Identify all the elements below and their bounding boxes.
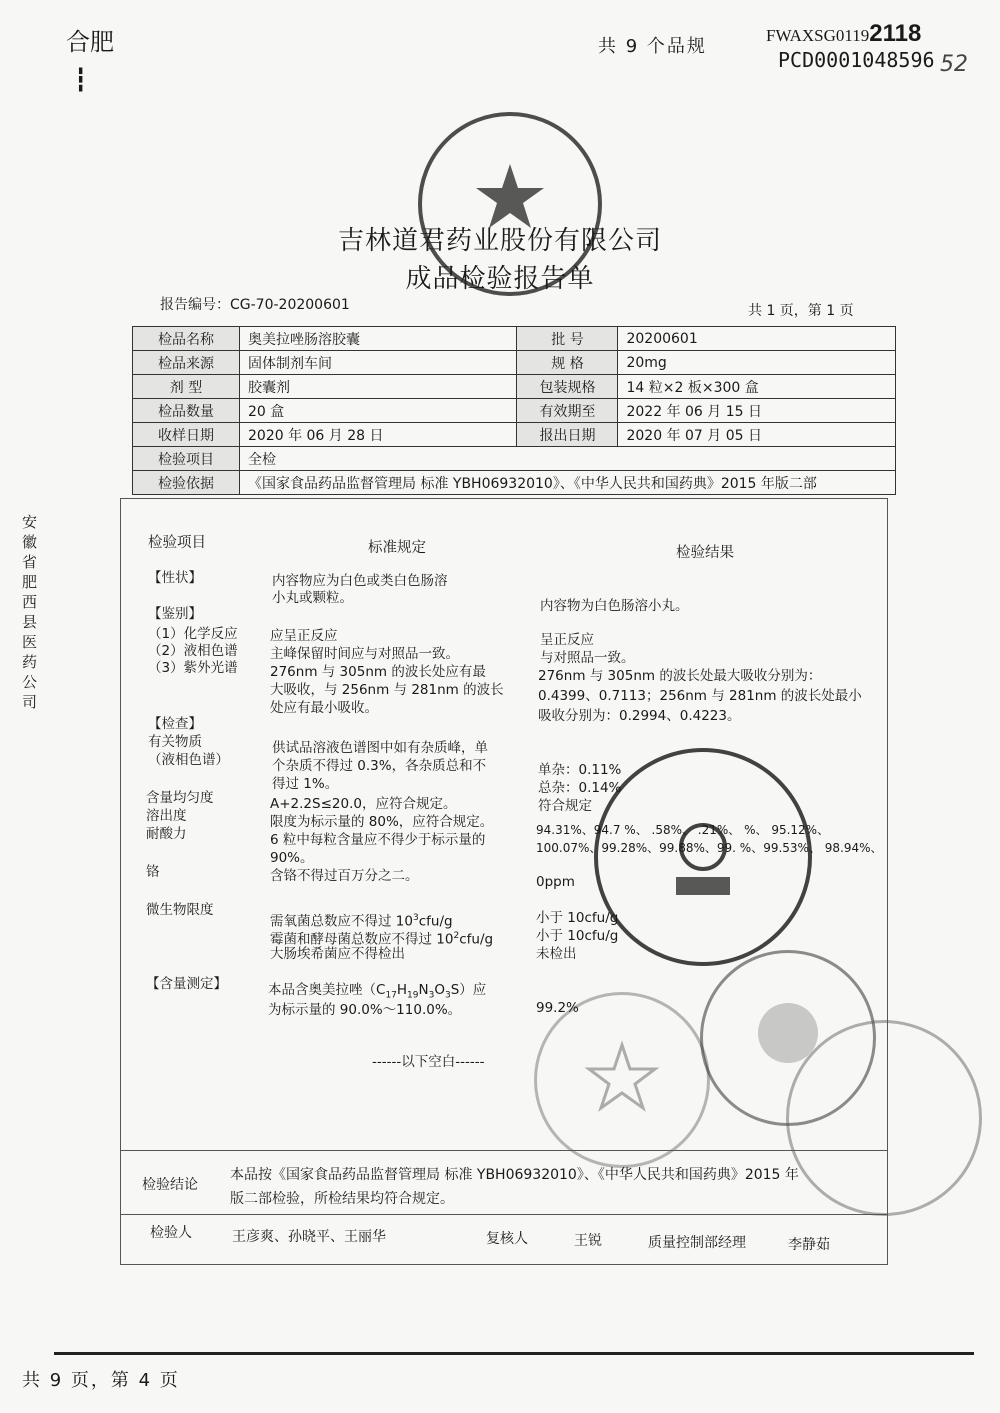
reviewer-label: 复核人 xyxy=(486,1231,528,1247)
result-text: 符合规定 xyxy=(538,798,592,814)
product-count: 共 9 个品规 xyxy=(598,36,707,57)
standard-text: 90%。 xyxy=(270,850,314,866)
blank-marker: ------以下空白------ xyxy=(372,1054,485,1070)
standard-text: 供试品溶液色谱图中如有杂质峰，单 xyxy=(272,740,488,756)
standard-text: 应呈正反应 xyxy=(270,628,338,644)
result-text: 小于 10cfu/g xyxy=(536,910,619,926)
standard-text-part: 霉菌和酵母菌总数应不得过 10 xyxy=(270,931,454,948)
standard-text: 276nm 与 305nm 的波长处应有最 xyxy=(270,664,486,680)
standard-text-part: 本品含奥美拉唑（C xyxy=(268,982,386,998)
tracking-code xyxy=(766,20,921,48)
table-row xyxy=(133,447,896,471)
margin-company-text: 安徽省肥西县医药公司 xyxy=(22,513,38,711)
standard-text: 得过 1%。 xyxy=(272,776,339,792)
section-heading: 【检查】 xyxy=(148,716,202,732)
product-info-table xyxy=(132,326,896,495)
standard-text: 个杂质不得过 0.3%，各杂质总和不 xyxy=(272,758,487,774)
section-heading: 【含量测定】 xyxy=(146,976,227,992)
info-label: 报出日期 xyxy=(517,423,618,447)
info-value: 全检 xyxy=(240,447,896,471)
result-text: 未检出 xyxy=(536,946,577,962)
info-label: 规 格 xyxy=(517,351,618,375)
section-heading: 【性状】 xyxy=(148,570,202,586)
standard-text-part: cfu/g xyxy=(459,931,494,948)
standard-text: 限度为标示量的 80%，应符合规定。 xyxy=(270,814,494,830)
standard-text: 大肠埃希菌应不得检出 xyxy=(270,946,405,962)
result-text: 吸收分别为：0.2994、0.4223。 xyxy=(538,708,741,724)
manager-label: 质量控制部经理 xyxy=(648,1235,746,1251)
standard-text: 内容物应为白色或类白色肠溶 xyxy=(272,573,448,589)
table-row xyxy=(133,375,896,399)
column-header-standard: 标准规定 xyxy=(368,540,426,556)
info-label: 批 号 xyxy=(517,327,618,351)
basis-label: 检验依据 xyxy=(133,471,240,495)
manager-name: 李静茹 xyxy=(788,1237,830,1253)
report-number: 报告编号：CG-70-20200601 xyxy=(160,297,350,313)
info-value: 14 粒×2 板×300 盒 xyxy=(618,375,896,399)
subscript: 17 xyxy=(385,990,397,1001)
result-text: 99.2% xyxy=(536,1000,579,1016)
standard-text: 为标示量的 90.0%～110.0%。 xyxy=(268,1002,462,1018)
item-label: 含量均匀度 xyxy=(146,790,214,806)
table-row xyxy=(133,351,896,375)
divider xyxy=(120,1214,888,1215)
table-row xyxy=(133,399,896,423)
standard-text xyxy=(270,928,493,948)
standard-text xyxy=(268,982,486,1004)
subscript: 3 xyxy=(444,990,451,1001)
info-value: 20mg xyxy=(618,351,896,375)
result-text: 0ppm xyxy=(536,874,575,890)
info-label: 检品来源 xyxy=(133,351,240,375)
info-value: 固体制剂车间 xyxy=(240,351,517,375)
conclusion-text: 本品按《国家食品药品监督管理局 标准 YBH06932010》、《中华人民共和国药典》2015 年 xyxy=(230,1167,799,1183)
result-text: 100.07%、99.28%、99.88%、99. %、99.53%、 98.94%、 xyxy=(536,841,883,855)
page-footer: 共 9 页，第 4 页 xyxy=(22,1370,180,1391)
superscript: 2 xyxy=(453,931,460,941)
margin-mark: ┇ xyxy=(74,68,88,93)
result-text: 总杂：0.14% xyxy=(538,780,622,796)
handwritten-page-number: 52 xyxy=(940,52,968,77)
item-label: 耐酸力 xyxy=(146,826,187,842)
standard-text-part: S）应 xyxy=(450,982,487,998)
info-label: 剂 型 xyxy=(133,375,240,399)
result-text: 小于 10cfu/g xyxy=(536,928,619,944)
conclusion-text: 版二部检验，所检结果均符合规定。 xyxy=(230,1191,454,1207)
section-heading: 【鉴别】 xyxy=(148,606,202,622)
result-text: 与对照品一致。 xyxy=(540,650,635,666)
basis-value: 《国家食品药品监督管理局 标准 YBH06932010》、《中华人民共和国药典》2015 年版二部 xyxy=(240,471,896,495)
tracking-code-prefix: FWAXSG0119 xyxy=(766,26,870,45)
info-value: 胶囊剂 xyxy=(240,375,517,399)
table-row xyxy=(133,423,896,447)
result-text: 呈正反应 xyxy=(540,632,594,648)
standard-text: 处应有最小吸收。 xyxy=(270,700,378,716)
standard-text-part: H xyxy=(396,982,408,998)
info-value: 2020 年 06 月 28 日 xyxy=(240,423,517,447)
item-label: （液相色谱） xyxy=(148,752,229,768)
document-code: PCD0001048596 xyxy=(778,48,935,72)
page-count: 共 1 页，第 1 页 xyxy=(748,303,854,319)
info-label: 有效期至 xyxy=(517,399,618,423)
item-label: （1）化学反应 xyxy=(148,626,238,642)
result-text: 276nm 与 305nm 的波长处最大吸收分别为： xyxy=(538,668,822,684)
table-row xyxy=(133,327,896,351)
tracking-code-suffix: 2118 xyxy=(869,20,922,47)
standard-text-part: cfu/g xyxy=(418,913,453,930)
page-title: 成品检验报告单 xyxy=(405,264,595,294)
column-header-result: 检验结果 xyxy=(676,545,734,561)
result-text: 内容物为白色肠溶小丸。 xyxy=(540,598,689,614)
company-name: 吉林道君药业股份有限公司 xyxy=(337,226,662,256)
info-value: 奥美拉唑肠溶胶囊 xyxy=(240,327,517,351)
subscript: 3 xyxy=(428,990,435,1001)
item-label: （2）液相色谱 xyxy=(148,643,238,659)
standard-text: 含铬不得过百万分之二。 xyxy=(270,868,419,884)
superscript: 3 xyxy=(412,913,419,923)
result-text: 单杂：0.11% xyxy=(538,762,622,778)
item-label: 铬 xyxy=(146,864,160,880)
info-label: 检验项目 xyxy=(133,447,240,471)
info-label: 检品名称 xyxy=(133,327,240,351)
item-label: （3）紫外光谱 xyxy=(148,660,238,676)
item-label: 溶出度 xyxy=(146,808,187,824)
info-value: 20 盒 xyxy=(240,399,517,423)
item-label: 有关物质 xyxy=(148,734,202,750)
standard-text-part: 需氧菌总数应不得过 10 xyxy=(270,913,413,930)
info-value: 2022 年 06 月 15 日 xyxy=(618,399,896,423)
conclusion-label: 检验结论 xyxy=(142,1177,198,1193)
info-value: 20200601 xyxy=(618,327,896,351)
table-row xyxy=(133,471,896,495)
standard-text: 大吸收，与 256nm 与 281nm 的波长 xyxy=(270,682,504,698)
reviewer-name: 王锐 xyxy=(574,1233,602,1249)
standard-text: A+2.2S≤20.0，应符合规定。 xyxy=(270,796,457,812)
standard-text: 6 粒中每粒含量应不得少于标示量的 xyxy=(270,832,486,848)
item-label: 微生物限度 xyxy=(146,902,214,918)
standard-text: 小丸或颗粒。 xyxy=(272,590,353,606)
info-label: 包装规格 xyxy=(517,375,618,399)
standard-text-part: N xyxy=(418,982,429,998)
bottom-rule xyxy=(54,1352,974,1355)
standard-text xyxy=(270,910,453,930)
inspector-label: 检验人 xyxy=(150,1225,192,1241)
divider xyxy=(120,1150,888,1151)
city-label: 合肥 xyxy=(66,28,114,56)
inspector-names: 王彦爽、孙晓平、王丽华 xyxy=(232,1229,386,1245)
info-value: 2020 年 07 月 05 日 xyxy=(618,423,896,447)
result-text: 94.31%、94.7 %、 .58%、 .21%、 %、 95.12%、 xyxy=(536,823,830,837)
result-text: 0.4399、0.7113；256nm 与 281nm 的波长处最小 xyxy=(538,688,862,704)
info-label: 检品数量 xyxy=(133,399,240,423)
column-header-item: 检验项目 xyxy=(148,535,206,551)
info-label: 收样日期 xyxy=(133,423,240,447)
subscript: 19 xyxy=(407,990,419,1001)
standard-text: 主峰保留时间应与对照品一致。 xyxy=(270,646,459,662)
standard-text-part: O xyxy=(434,982,445,998)
